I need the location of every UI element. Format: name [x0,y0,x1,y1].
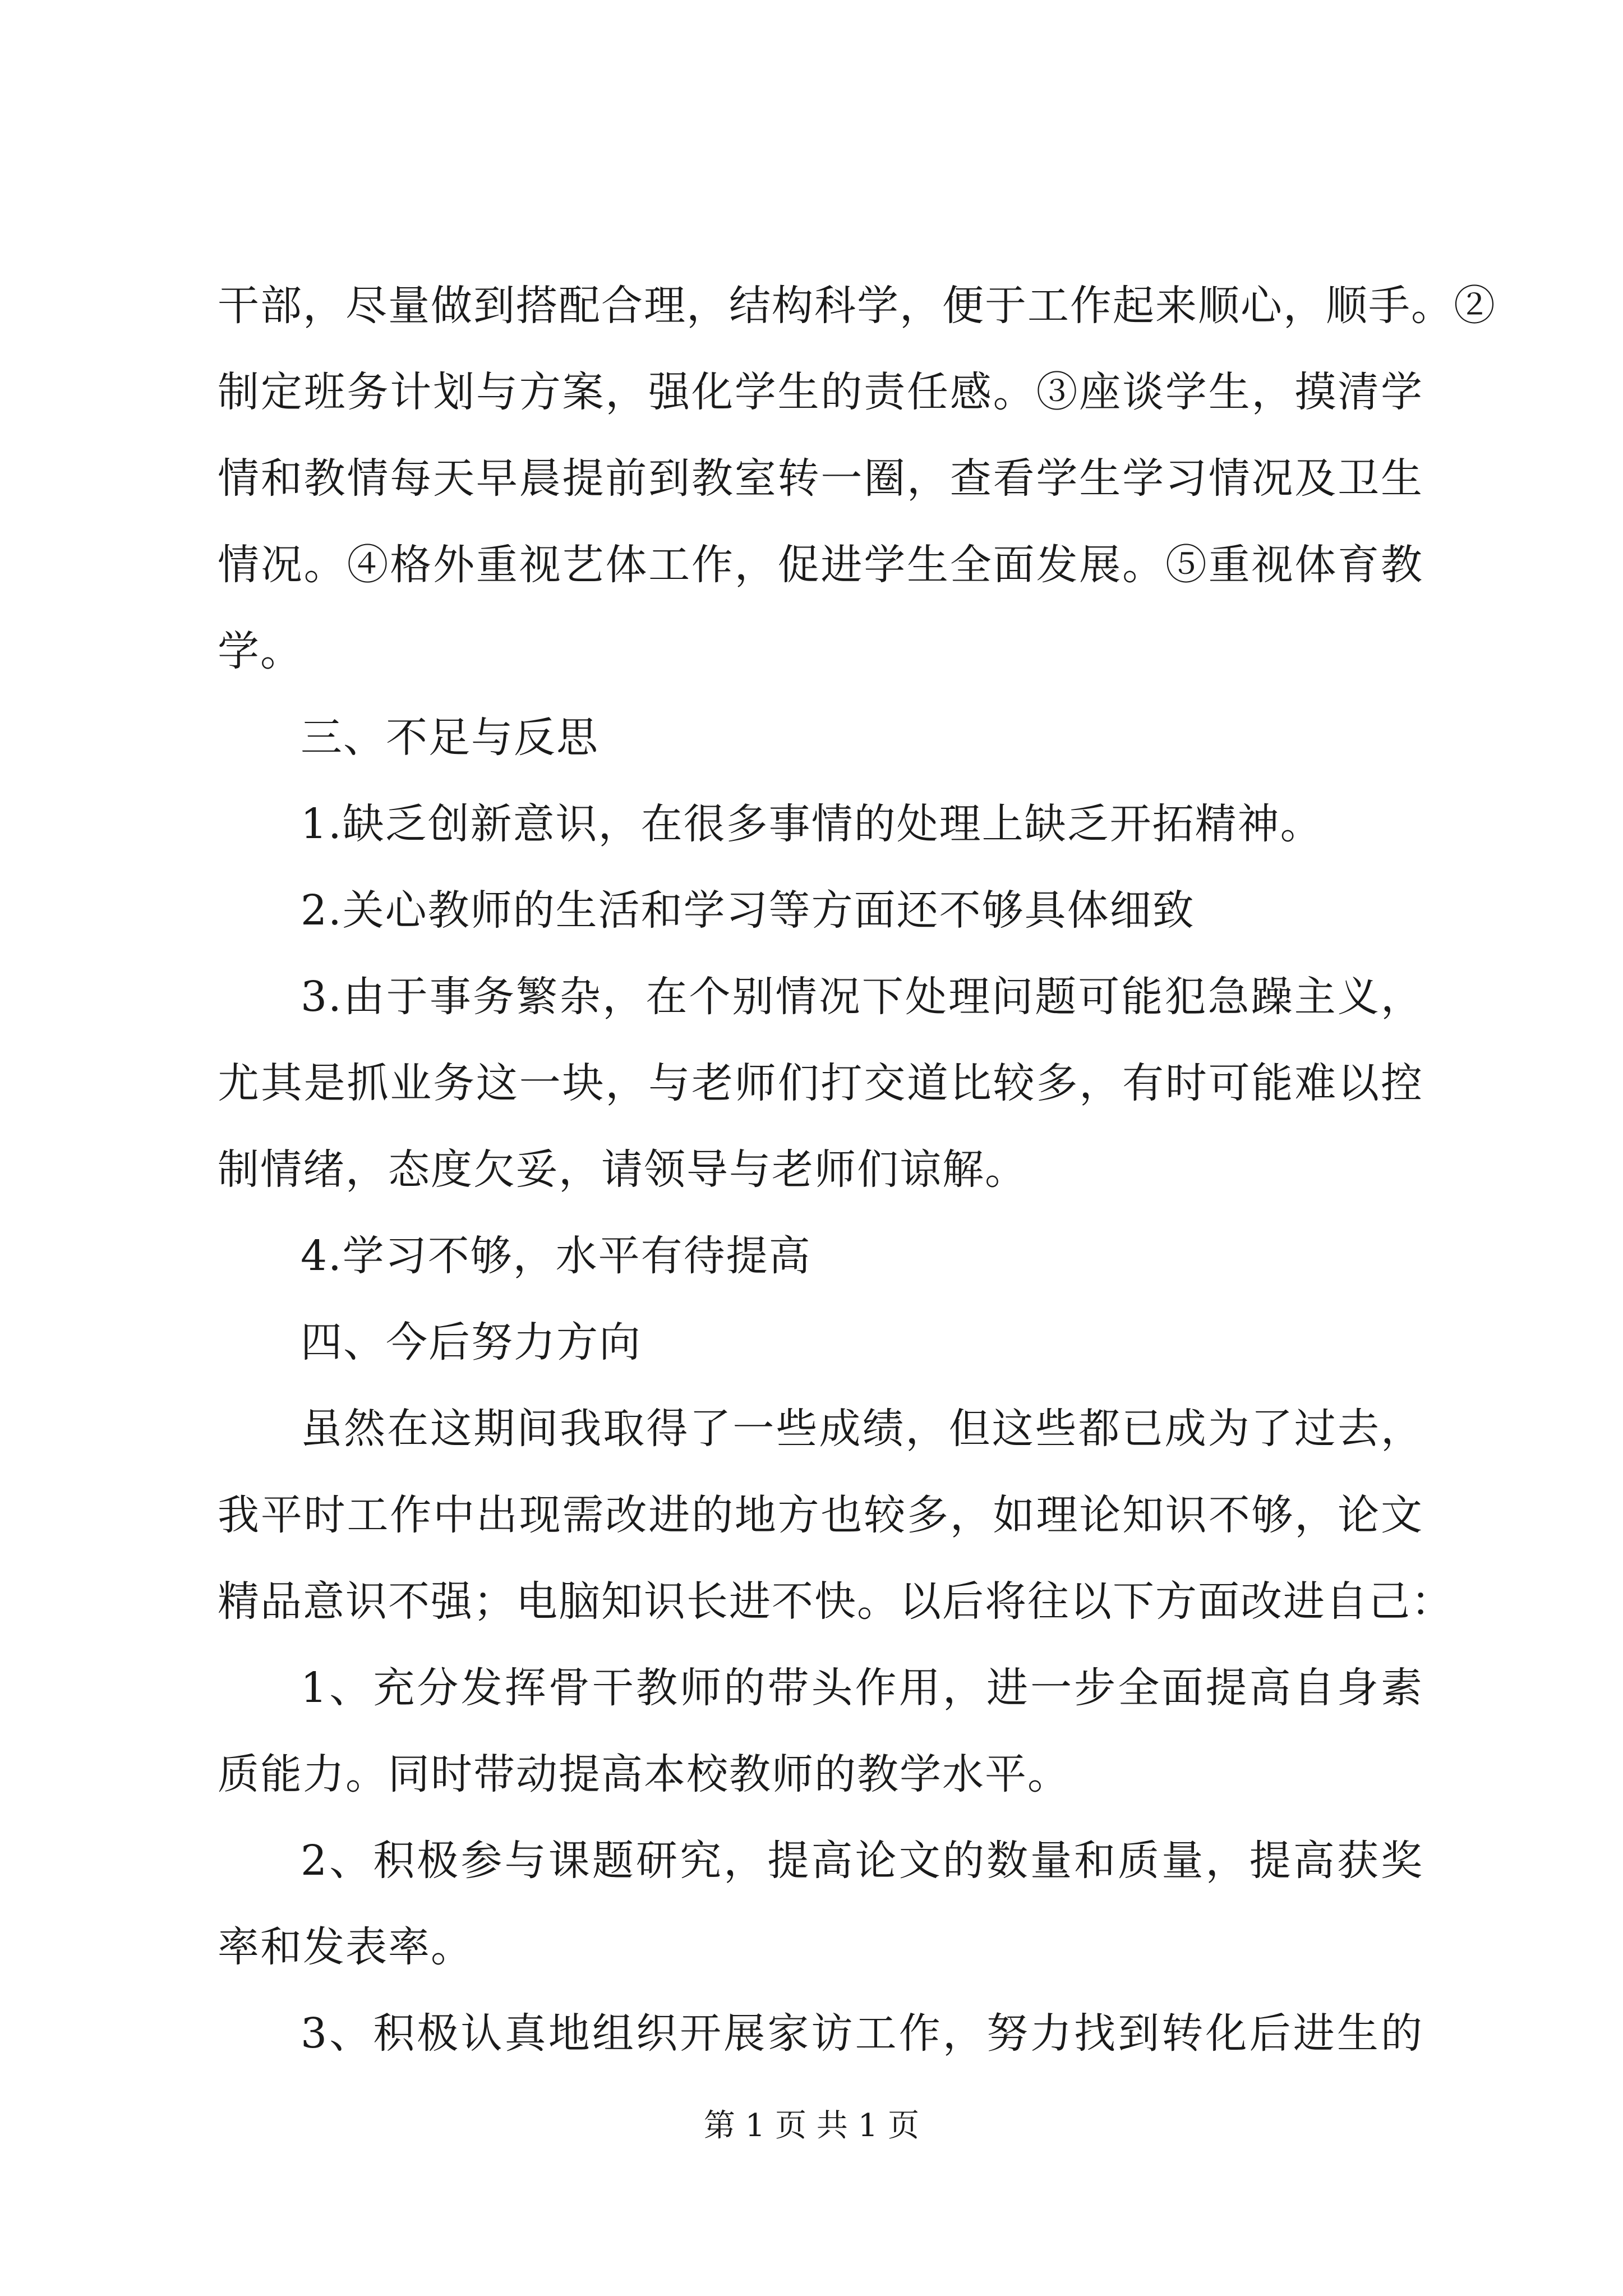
text-line: 我平时工作中出现需改进的地方也较多，如理论知识不够，论文 [218,1491,1423,1539]
text-line: 3.由于事务繁杂，在个别情况下处理问题可能犯急躁主义， [301,973,1423,1021]
text-line: 学。 [218,627,303,675]
section-heading: 四、今后努力方向 [301,1318,642,1366]
text-line: 2、积极参与课题研究，提高论文的数量和质量，提高获奖 [301,1837,1423,1885]
text-line: 1、充分发挥骨干教师的带头作用，进一步全面提高自身素 [301,1664,1423,1712]
section-heading: 三、不足与反思 [301,714,599,762]
document-body [218,263,1496,2077]
text-line: 2.关心教师的生活和学习等方面还不够具体细致 [301,886,1195,935]
text-line: 率和发表率。 [218,1923,473,1971]
text-line: 情况。④格外重视艺体工作，促进学生全面发展。⑤重视体育教 [218,541,1423,589]
text-line: 虽然在这期间我取得了一些成绩，但这些都已成为了过去， [301,1405,1423,1453]
text-line: 1.缺乏创新意识，在很多事情的处理上缺乏开拓精神。 [301,800,1323,848]
text-line: 3、积极认真地组织开展家访工作，努力找到转化后进生的 [301,2009,1423,2058]
text-line: 质能力。同时带动提高本校教师的教学水平。 [218,1750,1070,1798]
page-footer: 第 1 页 共 1 页 [703,2108,920,2144]
text-line: 制情绪，态度欠妥，请领导与老师们谅解。 [218,1145,1027,1194]
text-line: 制定班务计划与方案，强化学生的责任感。③座谈学生，摸清学 [218,368,1423,416]
text-line: 情和教情每天早晨提前到教室转一圈，查看学生学习情况及卫生 [218,454,1423,503]
text-line: 尤其是抓业务这一块，与老师们打交道比较多，有时可能难以控 [218,1059,1423,1107]
text-line: 精品意识不强；电脑知识长进不快。以后将往以下方面改进自己： [218,1577,1454,1626]
text-line: 4.学习不够，水平有待提高 [301,1232,811,1280]
text-line: 干部，尽量做到搭配合理，结构科学，便于工作起来顺心，顺手。② [218,282,1496,330]
